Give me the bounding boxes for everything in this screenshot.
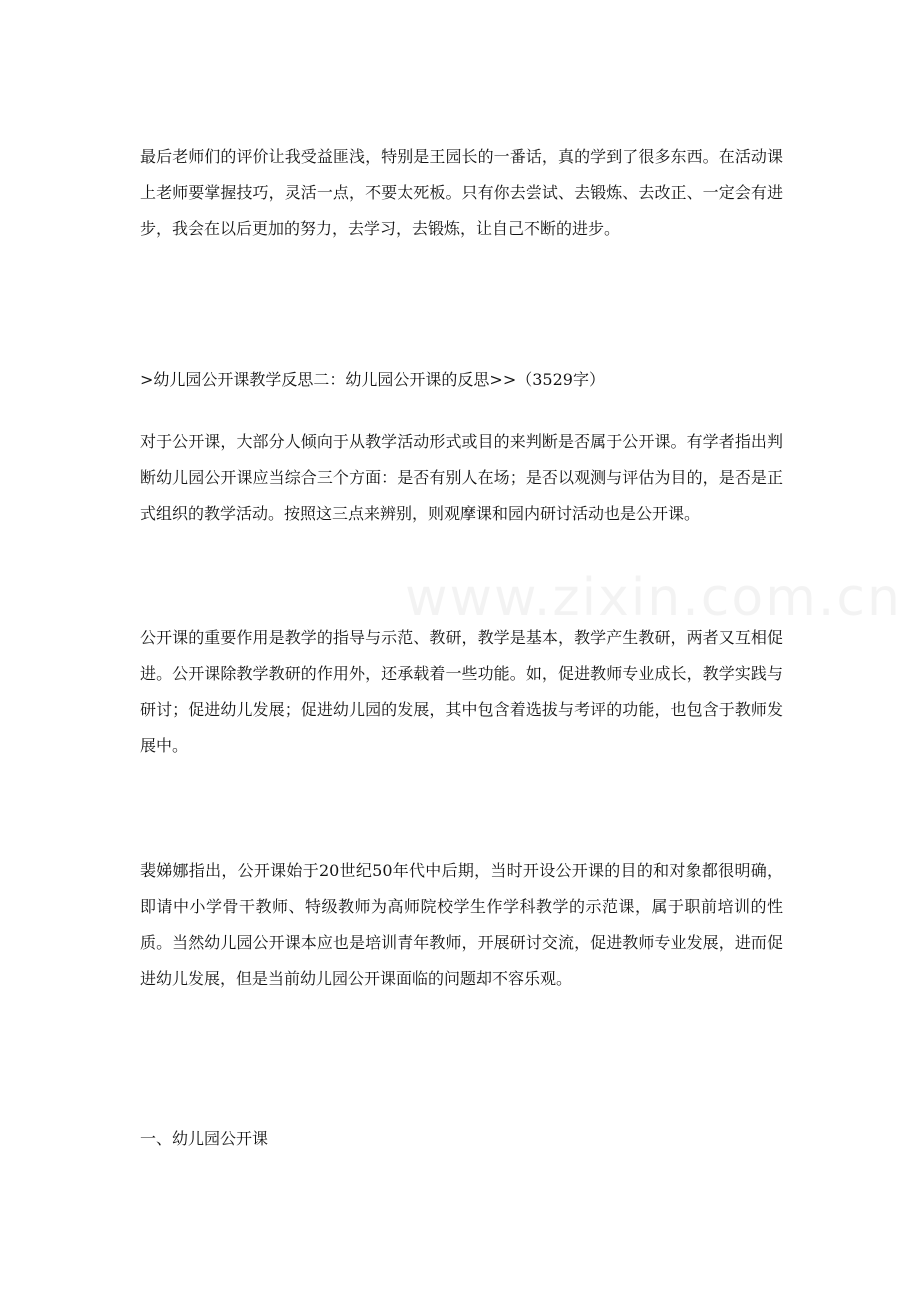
paragraph-definition: 对于公开课，大部分人倾向于从教学活动形式或目的来判断是否属于公开课。有学者指出判断幼儿园公开课应当综合三个方面：是否有别人在场；是否以观测与评估为目的，是否是正式组织的教学活动。按照这三点来辨别，则观摩课和园内研讨活动也是公开课。 bbox=[140, 432, 783, 523]
section-heading-one: 一、幼儿园公开课 bbox=[140, 1129, 269, 1148]
section-title-reflection-two: >幼儿园公开课教学反思二：幼儿园公开课的反思>>（3529字） bbox=[140, 370, 605, 389]
paragraph-closing-reflection: 最后老师们的评价让我受益匪浅，特别是王园长的一番话，真的学到了很多东西。在活动课上老师要掌握技巧，灵活一点，不要太死板。只有你去尝试、去锻炼、去改正、一定会有进步，我会在以后更加的努力，去学习，去锻炼，让自己不断的进步。 bbox=[140, 147, 783, 238]
watermark-text bbox=[405, 568, 902, 628]
paragraph-history: 裴娣娜指出，公开课始于20世纪50年代中后期，当时开设公开课的目的和对象都很明确，即请中小学骨干教师、特级教师为高师院校学生作学科教学的示范课，属于职前培训的性质。当然幼儿园公开课本应也是培训青年教师，开展研讨交流，促进教师专业发展，进而促进幼儿发展，但是当前幼儿园公开课面临的问题却不容乐观。 bbox=[140, 861, 783, 988]
paragraph-importance: 公开课的重要作用是教学的指导与示范、教研，教学是基本，教学产生教研，两者又互相促进。公开课除教学教研的作用外，还承载着一些功能。如，促进教师专业成长，教学实践与研讨；促进幼儿发展；促进幼儿园的发展，其中包含着选拔与考评的功能，也包含于教师发展中。 bbox=[140, 628, 783, 755]
